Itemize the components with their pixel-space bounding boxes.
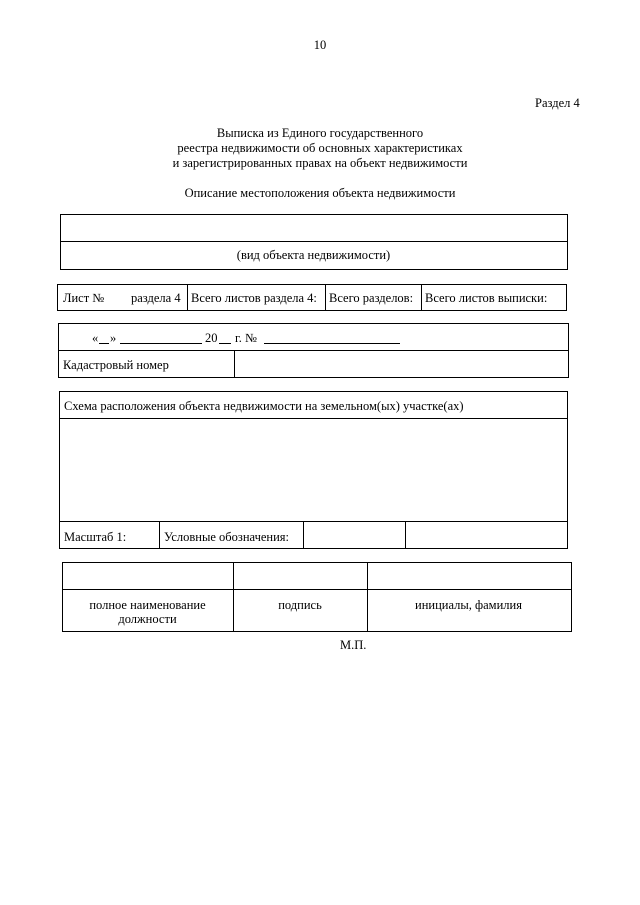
title-line-2: реестра недвижимости об основных характеристиках — [177, 141, 463, 155]
scheme-footer-divider — [59, 521, 567, 522]
title-line-1: Выписка из Единого государственного — [216, 126, 424, 140]
sheet-divider-3 — [421, 284, 422, 310]
day-blank — [99, 343, 109, 344]
total-sheets-section-label: Всего листов раздела 4: — [191, 291, 317, 305]
sheet-divider-2 — [325, 284, 326, 310]
quote-close: » — [110, 331, 117, 345]
legend-label: Условные обозначения: — [164, 530, 290, 544]
year-blank — [219, 343, 231, 344]
scheme-title-divider — [59, 418, 567, 419]
scale-label: Масштаб 1: — [64, 530, 127, 544]
number-blank — [264, 343, 400, 344]
date-divider — [58, 350, 568, 351]
signature-divider — [62, 589, 571, 590]
subtitle: Описание местоположения объекта недвижимости — [184, 186, 456, 200]
stamp-label: М.П. — [340, 638, 367, 652]
signature-col-divider-1 — [233, 562, 234, 631]
scheme-box — [59, 391, 568, 549]
title-line-3: и зарегистрированных правах на объект недвижимости — [172, 156, 468, 170]
cadastral-label: Кадастровый номер — [63, 358, 169, 372]
position-label-line-2: должности — [118, 612, 177, 626]
position-label-line-1: полное наименование — [89, 598, 206, 612]
month-blank — [120, 343, 202, 344]
section-label: Раздел 4 — [535, 96, 580, 110]
scheme-title: Схема расположения объекта недвижимости на земельном(ых) участке(ах) — [64, 399, 464, 413]
object-type-caption: (вид объекта недвижимости) — [236, 248, 391, 262]
scheme-divider-2 — [303, 521, 304, 548]
year-prefix: 20 — [205, 331, 218, 345]
name-label: инициалы, фамилия — [415, 598, 522, 612]
quote-open: « — [92, 331, 99, 345]
scheme-divider-1 — [159, 521, 160, 548]
scheme-divider-3 — [405, 521, 406, 548]
object-type-divider — [60, 241, 567, 242]
sheet-divider-1 — [187, 284, 188, 310]
sheet-number-label: Лист № — [63, 291, 105, 305]
signature-label: подпись — [278, 598, 322, 612]
cadastral-divider — [234, 350, 235, 377]
total-sections-label: Всего разделов: — [329, 291, 414, 305]
total-sheets-extract-label: Всего листов выписки: — [425, 291, 548, 305]
signature-col-divider-2 — [367, 562, 368, 631]
number-label: г. № — [235, 331, 257, 345]
sheet-section-label: раздела 4 — [131, 291, 181, 305]
page-number: 10 — [313, 38, 327, 52]
